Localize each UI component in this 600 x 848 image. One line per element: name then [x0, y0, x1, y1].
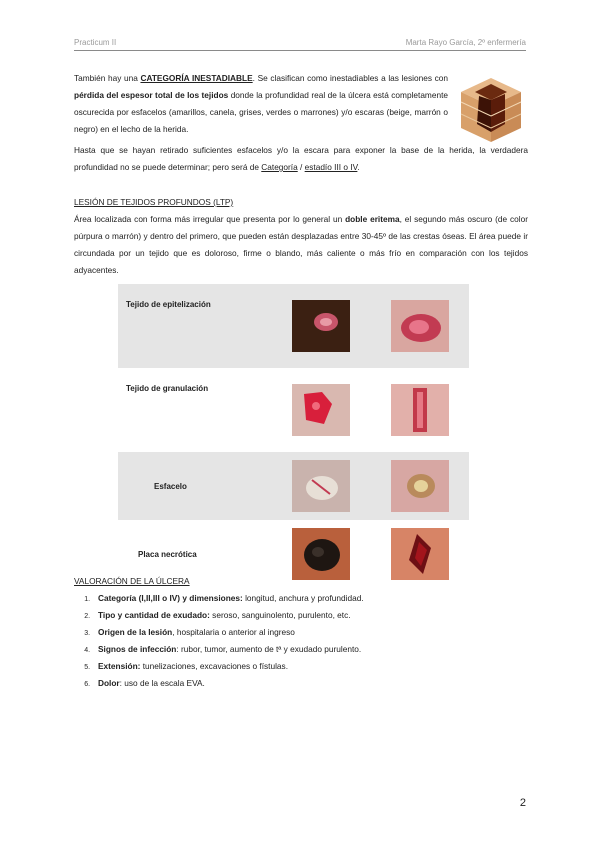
tissue-label: Esfacelo: [154, 481, 187, 491]
ltp-paragraph: Área localizada con forma más irregular que presenta por lo general un doble eritema, el segundo más oscuro (de color púrpura o marrón) y dentro del primero, que pueden están desplazadas entre 30-45º de las crestas óseas. El área puede ir circundada por un tejido que es doloroso, firme o blando, más caliente o más frío en comparación con los tejidos adyacentes.: [74, 214, 528, 275]
list-item: 1. Categoría (I,II,III o IV) y dimensiones: longitud, anchura y profundidad.: [92, 590, 528, 607]
ltp-section: [74, 194, 528, 279]
granulation-wound-photo-icon: [292, 384, 350, 436]
stage-link[interactable]: estadío III o IV: [304, 162, 358, 172]
list-item: 3. Origen de la lesión, hospitalaria o anterior al ingreso: [92, 624, 528, 641]
table-row: [118, 368, 469, 452]
table-row: [118, 284, 469, 368]
slough-wound-photo-icon: [292, 460, 350, 512]
header-course: Practicum II: [74, 38, 117, 47]
list-item: 2. Tipo y cantidad de exudado: seroso, sanguinolento, purulento, etc.: [92, 607, 528, 624]
tissue-types-table: [118, 284, 469, 588]
page-number: 2: [519, 797, 526, 809]
category-link[interactable]: Categoría: [261, 162, 298, 172]
slough-wound-photo-icon: [391, 460, 449, 512]
intro-paragraph-1: También hay una CATEGORÍA INESTADIABLE. Se clasifican como inestadiables a las lesiones con pérdida del espesor total de los tejidos donde la profundidad real de la úlcera está completamente oscurecida por esfacelos (amarillos, canela, grises, verdes o marrones) y/o escaras (beige, marrón o negro) en el lecho de la herida.: [74, 73, 449, 134]
category-term: CATEGORÍA INESTADIABLE: [140, 73, 253, 83]
valoracion-heading: VALORACIÓN DE LA ÚLCERA: [74, 576, 190, 586]
page-header: [74, 34, 526, 51]
list-item: 5. Extensión: tunelizaciones, excavaciones o fístulas.: [92, 658, 528, 675]
list-item: 4. Signos de infección: rubor, tumor, aumento de tª y exudado purulento.: [92, 641, 528, 658]
intro-block: [74, 70, 448, 138]
table-row: [118, 452, 469, 520]
granulation-wound-photo-icon: [391, 384, 449, 436]
list-item: 6. Dolor: uso de la escala EVA.: [92, 675, 528, 692]
intro-block-2: [74, 142, 528, 176]
epithelial-wound-photo-icon: [292, 300, 350, 352]
tissue-label: Placa necrótica: [138, 549, 197, 559]
epithelial-wound-photo-icon: [391, 300, 449, 352]
tissue-label: Tejido de epitelización: [126, 300, 211, 309]
header-author: Marta Rayo García, 2º enfermería: [405, 38, 526, 47]
ltp-heading: LESIÓN DE TEJIDOS PROFUNDOS (LTP): [74, 197, 234, 207]
skin-section-illustration: [455, 72, 527, 144]
intro-paragraph-2: Hasta que se hayan retirado suficientes esfacelos y/o la escara para exponer la base de la herida, la verdadera profundidad no se puede determinar; pero será de Categoría / estadío III o IV.: [74, 145, 528, 172]
valoracion-section: [74, 573, 528, 692]
tissue-label: Tejido de granulación: [126, 384, 209, 393]
valoracion-list: [74, 590, 528, 692]
